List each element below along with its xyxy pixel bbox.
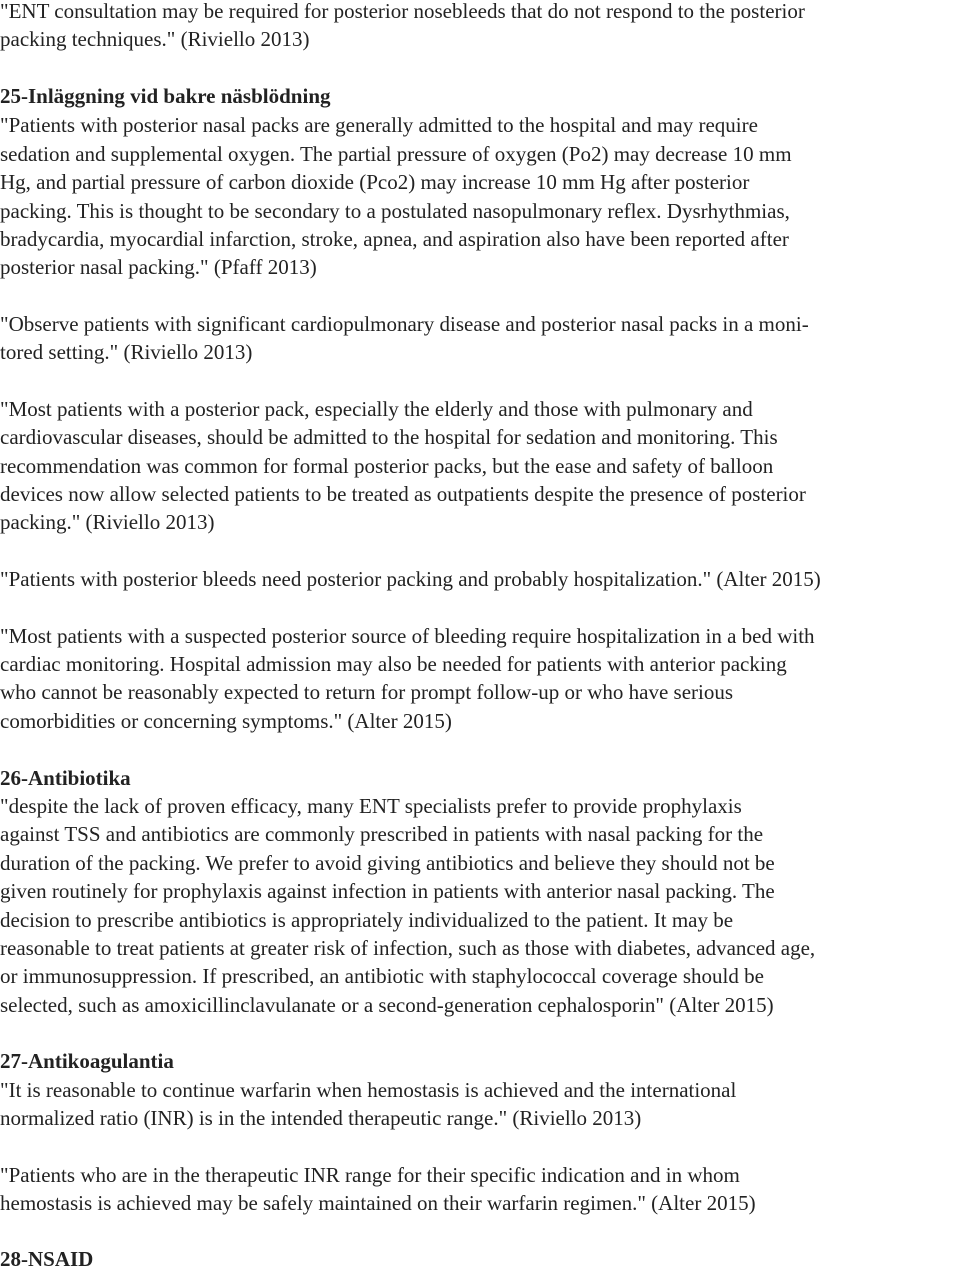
text-line: duration of the packing. We prefer to avoid giving antibiotics and believe they should not be (0, 851, 775, 875)
text-line: packing. This is thought to be secondary to a postulated nasopulmonary reflex. Dysrhythmias, (0, 199, 790, 223)
text-line: bradycardia, myocardial infarction, stroke, apnea, and aspiration also have been reported after (0, 227, 789, 251)
text-line: "despite the lack of proven efficacy, many ENT specialists prefer to provide prophylaxis (0, 794, 742, 818)
text-line: devices now allow selected patients to be treated as outpatients despite the presence of posterior (0, 482, 806, 506)
text-line: sedation and supplemental oxygen. The partial pressure of oxygen (Po2) may decrease 10 mm (0, 142, 792, 166)
text-line: packing techniques." (Riviello 2013) (0, 27, 310, 51)
text-line: given routinely for prophylaxis against infection in patients with anterior nasal packing. The (0, 879, 775, 903)
text-line: posterior nasal packing." (Pfaff 2013) (0, 255, 317, 279)
text-line: "Most patients with a posterior pack, especially the elderly and those with pulmonary and (0, 397, 753, 421)
text-line: recommendation was common for formal posterior packs, but the ease and safety of balloon (0, 454, 774, 478)
text-line: against TSS and antibiotics are commonly prescribed in patients with nasal packing for the (0, 822, 764, 846)
text-line: decision to prescribe antibiotics is appropriately individualized to the patient. It may be (0, 908, 734, 932)
text-line: reasonable to treat patients at greater risk of infection, such as those with diabetes, advanced age, (0, 936, 816, 960)
text-line: who cannot be reasonably expected to return for prompt follow-up or who have serious (0, 680, 734, 704)
text-line: "ENT consultation may be required for posterior nosebleeds that do not respond to the posterior (0, 0, 805, 23)
text-line: or immunosuppression. If prescribed, an antibiotic with staphylococcal coverage should be (0, 964, 764, 988)
section-heading-28: 28-NSAID (0, 1247, 94, 1271)
text-line: "Most patients with a suspected posterior source of bleeding require hospitalization in a bed with (0, 624, 815, 648)
section-heading-25: 25-Inläggning vid bakre näsblödning (0, 84, 331, 108)
text-line: "Patients who are in the therapeutic INR range for their specific indication and in whom (0, 1163, 740, 1187)
text-line: "Observe patients with significant cardiopulmonary disease and posterior nasal packs in a moni- (0, 312, 809, 336)
text-line: comorbidities or concerning symptoms." (Alter 2015) (0, 709, 452, 733)
text-line: "Patients with posterior nasal packs are generally admitted to the hospital and may require (0, 113, 758, 137)
text-line: Hg, and partial pressure of carbon dioxide (Pco2) may increase 10 mm Hg after posterior (0, 170, 750, 194)
text-line: "It is reasonable to continue warfarin when hemostasis is achieved and the international (0, 1078, 737, 1102)
text-line: "Patients with posterior bleeds need posterior packing and probably hospitalization." (Alter 2015) (0, 567, 821, 591)
text-line: cardiac monitoring. Hospital admission may also be needed for patients with anterior packing (0, 652, 787, 676)
section-heading-27: 27-Antikoagulantia (0, 1049, 174, 1073)
text-line: tored setting." (Riviello 2013) (0, 340, 253, 364)
section-heading-26: 26-Antibiotika (0, 766, 131, 790)
text-line: selected, such as amoxicillinclavulanate or a second-generation cephalosporin" (Alter 2015) (0, 993, 774, 1017)
text-line: normalized ratio (INR) is in the intended therapeutic range." (Riviello 2013) (0, 1106, 642, 1130)
text-line: hemostasis is achieved may be safely maintained on their warfarin regimen." (Alter 2015) (0, 1191, 756, 1215)
text-line: cardiovascular diseases, should be admitted to the hospital for sedation and monitoring. This (0, 425, 778, 449)
text-line: packing." (Riviello 2013) (0, 510, 215, 534)
